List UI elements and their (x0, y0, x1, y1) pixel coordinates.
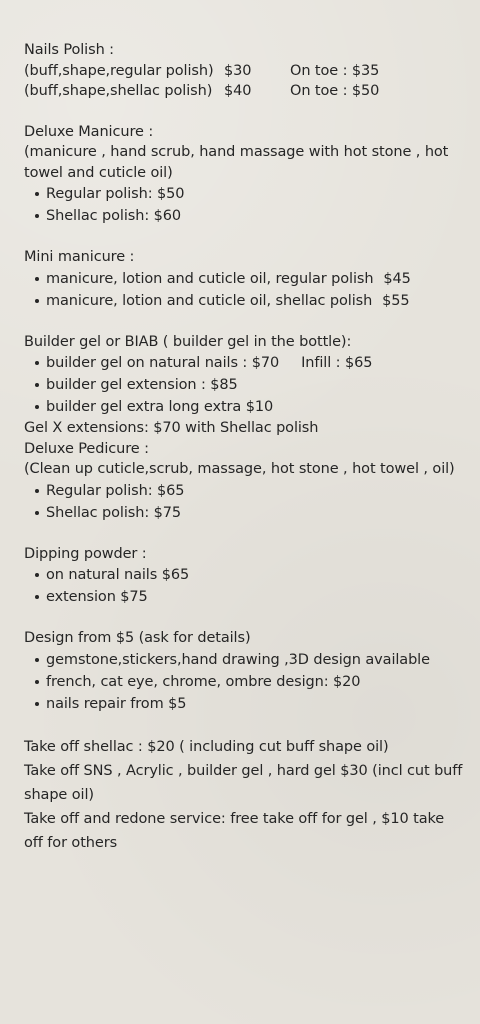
item-price: $55 (382, 292, 410, 309)
deluxe-manicure-heading: Deluxe Manicure : (24, 123, 154, 140)
nails-polish-price: $40 (224, 83, 252, 99)
spacer (24, 715, 464, 735)
nails-polish-desc: (buff,shape,regular polish) (24, 62, 214, 79)
price-menu (24, 40, 464, 855)
list-item: Regular polish: $65 (24, 480, 464, 502)
list-item: on natural nails $65 (24, 564, 464, 586)
spacer (24, 227, 464, 247)
gel-x-line: Gel X extensions: $70 with Shellac polish (24, 420, 319, 436)
list-item: builder gel extension : $85 (24, 374, 464, 396)
list-item: builder gel extra long extra $10 (24, 396, 464, 418)
list-item (24, 268, 464, 290)
nails-polish-price: $30 (224, 62, 252, 79)
design-heading: Design from $5 (ask for details) (24, 630, 251, 646)
deluxe-manicure-description: (manicure , hand scrub, hand massage with hot stone , hot towel and cuticle oil) (24, 144, 449, 181)
deluxe-pedicure-list (24, 480, 464, 524)
list-item: Shellac polish: $75 (24, 502, 464, 524)
deluxe-pedicure-description: (Clean up cuticle,scrub, massage, hot stone , hot towel , oil) (24, 461, 455, 477)
list-item: french, cat eye, chrome, ombre design: $20 (24, 671, 464, 693)
take-off-sns-line: Take off SNS , Acrylic , builder gel , hard gel $30 (incl cut buff shape oil) (24, 762, 463, 803)
nails-polish-desc: (buff,shape,shellac polish) (24, 83, 213, 99)
list-item: gemstone,stickers,hand drawing ,3D design available (24, 649, 464, 671)
mini-manicure-heading: Mini manicure : (24, 249, 135, 265)
deluxe-manicure-list (24, 183, 464, 227)
item-price: $45 (383, 270, 411, 287)
take-off-shellac-line: Take off shellac : $20 ( including cut buff shape oil) (24, 738, 389, 755)
mini-manicure-list (24, 268, 464, 312)
list-item: Regular polish: $50 (24, 183, 464, 205)
nails-polish-row (24, 81, 464, 102)
dipping-powder-heading: Dipping powder : (24, 545, 147, 562)
infill-price: Infill : $65 (301, 355, 373, 371)
list-item (24, 352, 464, 374)
nails-polish-heading: Nails Polish : (24, 42, 114, 58)
builder-gel-list (24, 352, 464, 418)
nails-polish-toe-price: On toe : $35 (290, 62, 380, 79)
take-off-redone-line: Take off and redone service: free take off for gel , $10 take off for others (24, 810, 445, 851)
nails-polish-row (24, 61, 464, 82)
design-list (24, 649, 464, 715)
spacer (24, 608, 464, 628)
builder-gel-heading: Builder gel or BIAB ( builder gel in the bottle): (24, 333, 352, 350)
list-item (24, 290, 464, 312)
list-item: nails repair from $5 (24, 693, 464, 715)
deluxe-pedicure-heading: Deluxe Pedicure : (24, 440, 149, 457)
list-item: Shellac polish: $60 (24, 205, 464, 227)
item-text: builder gel on natural nails : $70 (46, 355, 280, 371)
item-text: manicure, lotion and cuticle oil, shellac polish (46, 292, 373, 309)
item-text: manicure, lotion and cuticle oil, regular polish (46, 270, 374, 287)
dipping-powder-list (24, 564, 464, 608)
nails-polish-toe-price: On toe : $50 (290, 83, 380, 99)
spacer (24, 312, 464, 332)
spacer (24, 524, 464, 544)
list-item: extension $75 (24, 586, 464, 608)
spacer (24, 102, 464, 122)
